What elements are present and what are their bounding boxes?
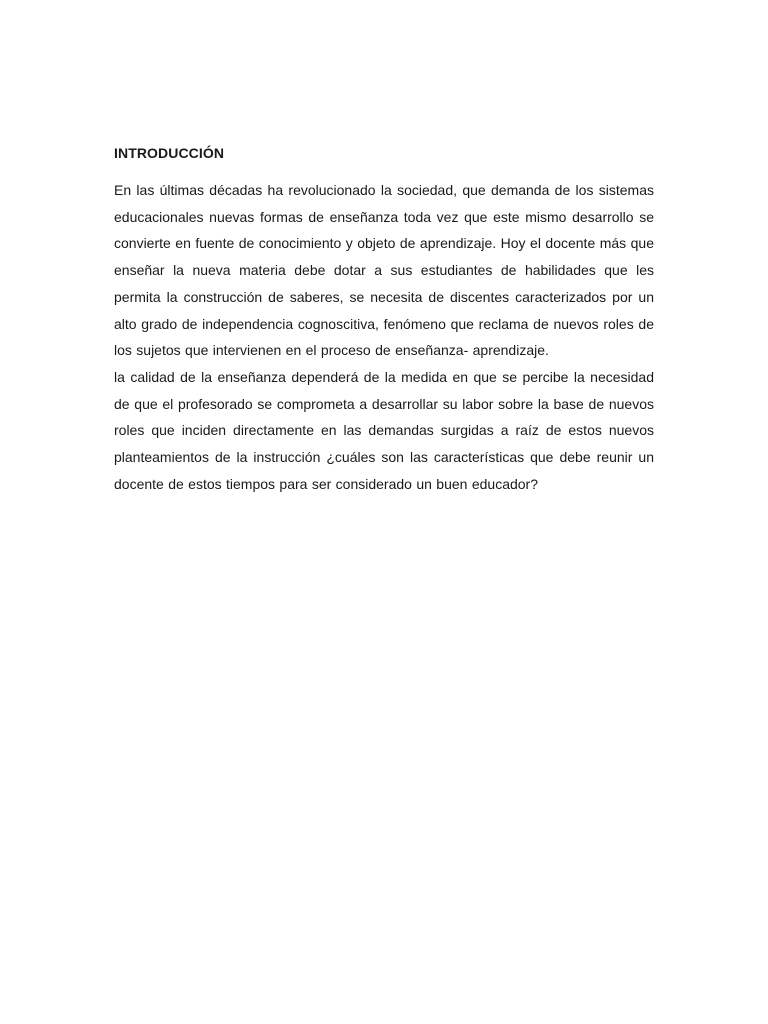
document-body — [114, 143, 654, 497]
paragraph-1: En las últimas décadas ha revolucionado la sociedad, que demanda de los sistemas educacionales nuevas formas de enseñanza toda vez que este mismo desarrollo se convierte en fuente de conocimiento y objeto de aprendizaje. Hoy el docente más que enseñar la nueva materia debe dotar a sus estudiantes de habilidades que les permita la construcción de saberes, se necesita de discentes caracterizados por un alto grado de independencia cognoscitiva, fenómeno que reclama de nuevos roles de los sujetos que intervienen en el proceso de enseñanza- aprendizaje. — [114, 182, 654, 359]
paragraph-2: la calidad de la enseñanza dependerá de la medida en que se percibe la necesidad de que el profesorado se comprometa a desarrollar su labor sobre la base de nuevos roles que inciden directamente en las demandas surgidas a raíz de estos nuevos planteamientos de la instrucción ¿cuáles son las características que debe reunir un docente de estos tiempos para ser considerado un buen educador? — [114, 368, 654, 492]
section-heading: INTRODUCCIÓN — [114, 145, 225, 161]
